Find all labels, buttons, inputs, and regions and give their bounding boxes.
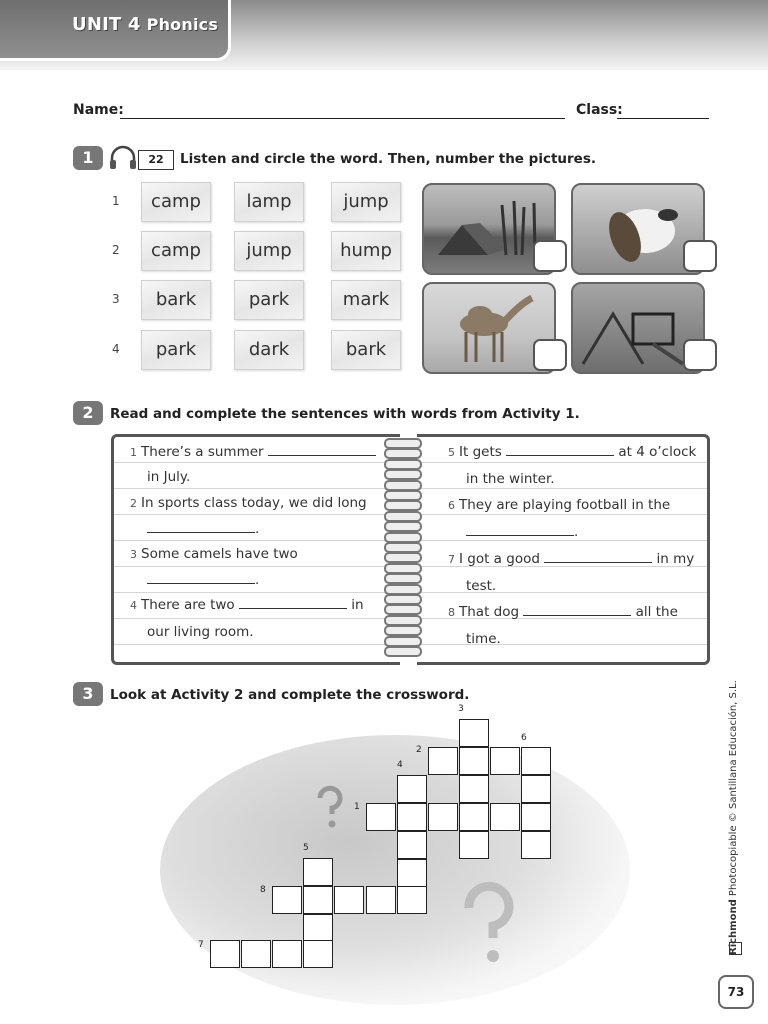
crossword-cell[interactable] <box>366 886 396 914</box>
activity-1-instruction: Listen and circle the word. Then, number the pictures. <box>180 151 596 167</box>
sentence-7-cont: test. <box>466 578 497 594</box>
row-number: 4 <box>112 342 120 356</box>
sentence-2: 2 In sports class today, we did long <box>130 495 367 511</box>
sentence-8: 8 That dog all the <box>448 604 678 620</box>
track-number: 22 <box>138 150 174 170</box>
crossword-cell[interactable] <box>397 859 427 887</box>
activity-3-number: 3 <box>73 682 103 706</box>
clue-number: 4 <box>397 760 403 770</box>
sentence-1-cont: in July. <box>147 469 191 485</box>
class-label: Class: <box>576 102 623 118</box>
clue-number: 2 <box>416 745 422 755</box>
copyright-text: Photocopiable © Santillana Educación, S.L. <box>728 680 739 897</box>
crossword-cell[interactable] <box>210 940 240 968</box>
sentence-4-cont: our living room. <box>147 624 254 640</box>
sentence-6-cont: . <box>466 524 578 540</box>
row-number: 2 <box>112 243 120 257</box>
sentence-3: 3 Some camels have two <box>130 546 298 562</box>
publisher-logo-icon <box>729 942 742 955</box>
unit-label: UNIT 4 <box>72 14 141 35</box>
crossword-cell[interactable] <box>521 747 551 775</box>
crossword-cell[interactable] <box>459 803 489 831</box>
crossword-cell[interactable] <box>459 747 489 775</box>
name-label: Name: <box>73 102 124 118</box>
crossword-cell[interactable] <box>366 803 396 831</box>
crossword-cell[interactable] <box>521 803 551 831</box>
crossword-cell[interactable] <box>397 775 427 803</box>
sentence-5-cont: in the winter. <box>466 471 555 487</box>
crossword-cell[interactable] <box>397 803 427 831</box>
page-number: 73 <box>718 975 754 1009</box>
crossword-cell[interactable] <box>272 940 302 968</box>
row-number: 1 <box>112 194 120 208</box>
sentence-7: 7 I got a good in my <box>448 551 695 567</box>
word-card[interactable]: mark <box>331 280 401 320</box>
sentence-6: 6 They are playing football in the <box>448 497 671 513</box>
sentence-2-cont: . <box>147 521 259 537</box>
crossword-cell[interactable] <box>428 747 458 775</box>
crossword-cell[interactable] <box>459 831 489 859</box>
activity-1-number: 1 <box>73 146 103 170</box>
activity-2-instruction: Read and complete the sentences with words from Activity 1. <box>110 406 580 422</box>
activity-3-instruction: Look at Activity 2 and complete the crossword. <box>110 687 470 703</box>
sentence-8-cont: time. <box>466 631 501 647</box>
crossword-cell[interactable] <box>334 886 364 914</box>
clue-number: 7 <box>198 940 204 950</box>
word-card[interactable]: park <box>234 280 304 320</box>
crossword-cell[interactable] <box>521 831 551 859</box>
word-card[interactable]: dark <box>234 330 304 370</box>
sentence-3-cont: . <box>147 572 259 588</box>
crossword-cell[interactable] <box>428 803 458 831</box>
word-card[interactable]: jump <box>331 182 401 222</box>
crossword-cell[interactable] <box>459 719 489 747</box>
word-card[interactable]: park <box>141 330 211 370</box>
word-card[interactable]: camp <box>141 182 211 222</box>
clue-number: 6 <box>521 733 527 743</box>
word-card[interactable]: jump <box>234 231 304 271</box>
word-card[interactable]: hump <box>331 231 401 271</box>
word-card[interactable]: camp <box>141 231 211 271</box>
crossword-cell[interactable] <box>397 831 427 859</box>
unit-topic: Phonics <box>146 15 219 34</box>
activity-2-number: 2 <box>73 401 103 425</box>
word-card[interactable]: bark <box>331 330 401 370</box>
crossword-cell[interactable] <box>303 886 333 914</box>
word-card[interactable]: bark <box>141 280 211 320</box>
clue-number: 3 <box>458 704 464 714</box>
crossword-cell[interactable] <box>459 775 489 803</box>
crossword-cell[interactable] <box>303 940 333 968</box>
crossword-cell[interactable] <box>490 803 520 831</box>
clue-number: 1 <box>354 802 360 812</box>
row-number: 3 <box>112 292 120 306</box>
crossword-cell[interactable] <box>490 747 520 775</box>
word-card[interactable]: lamp <box>234 182 304 222</box>
clue-number: 8 <box>260 885 266 895</box>
crossword-cell[interactable] <box>303 914 333 942</box>
sentence-5: 5 It gets at 4 o’clock <box>448 444 697 460</box>
sentence-4: 4 There are two in <box>130 597 364 613</box>
clue-number: 5 <box>303 843 309 853</box>
crossword-cell[interactable] <box>241 940 271 968</box>
crossword-cell[interactable] <box>397 886 427 914</box>
crossword-cell[interactable] <box>272 886 302 914</box>
copyright-notice <box>728 680 739 955</box>
publisher-name: Richmond <box>728 899 739 955</box>
sentence-1: 1 There’s a summer <box>130 444 376 460</box>
crossword-cell[interactable] <box>303 858 333 886</box>
crossword-cell[interactable] <box>521 775 551 803</box>
